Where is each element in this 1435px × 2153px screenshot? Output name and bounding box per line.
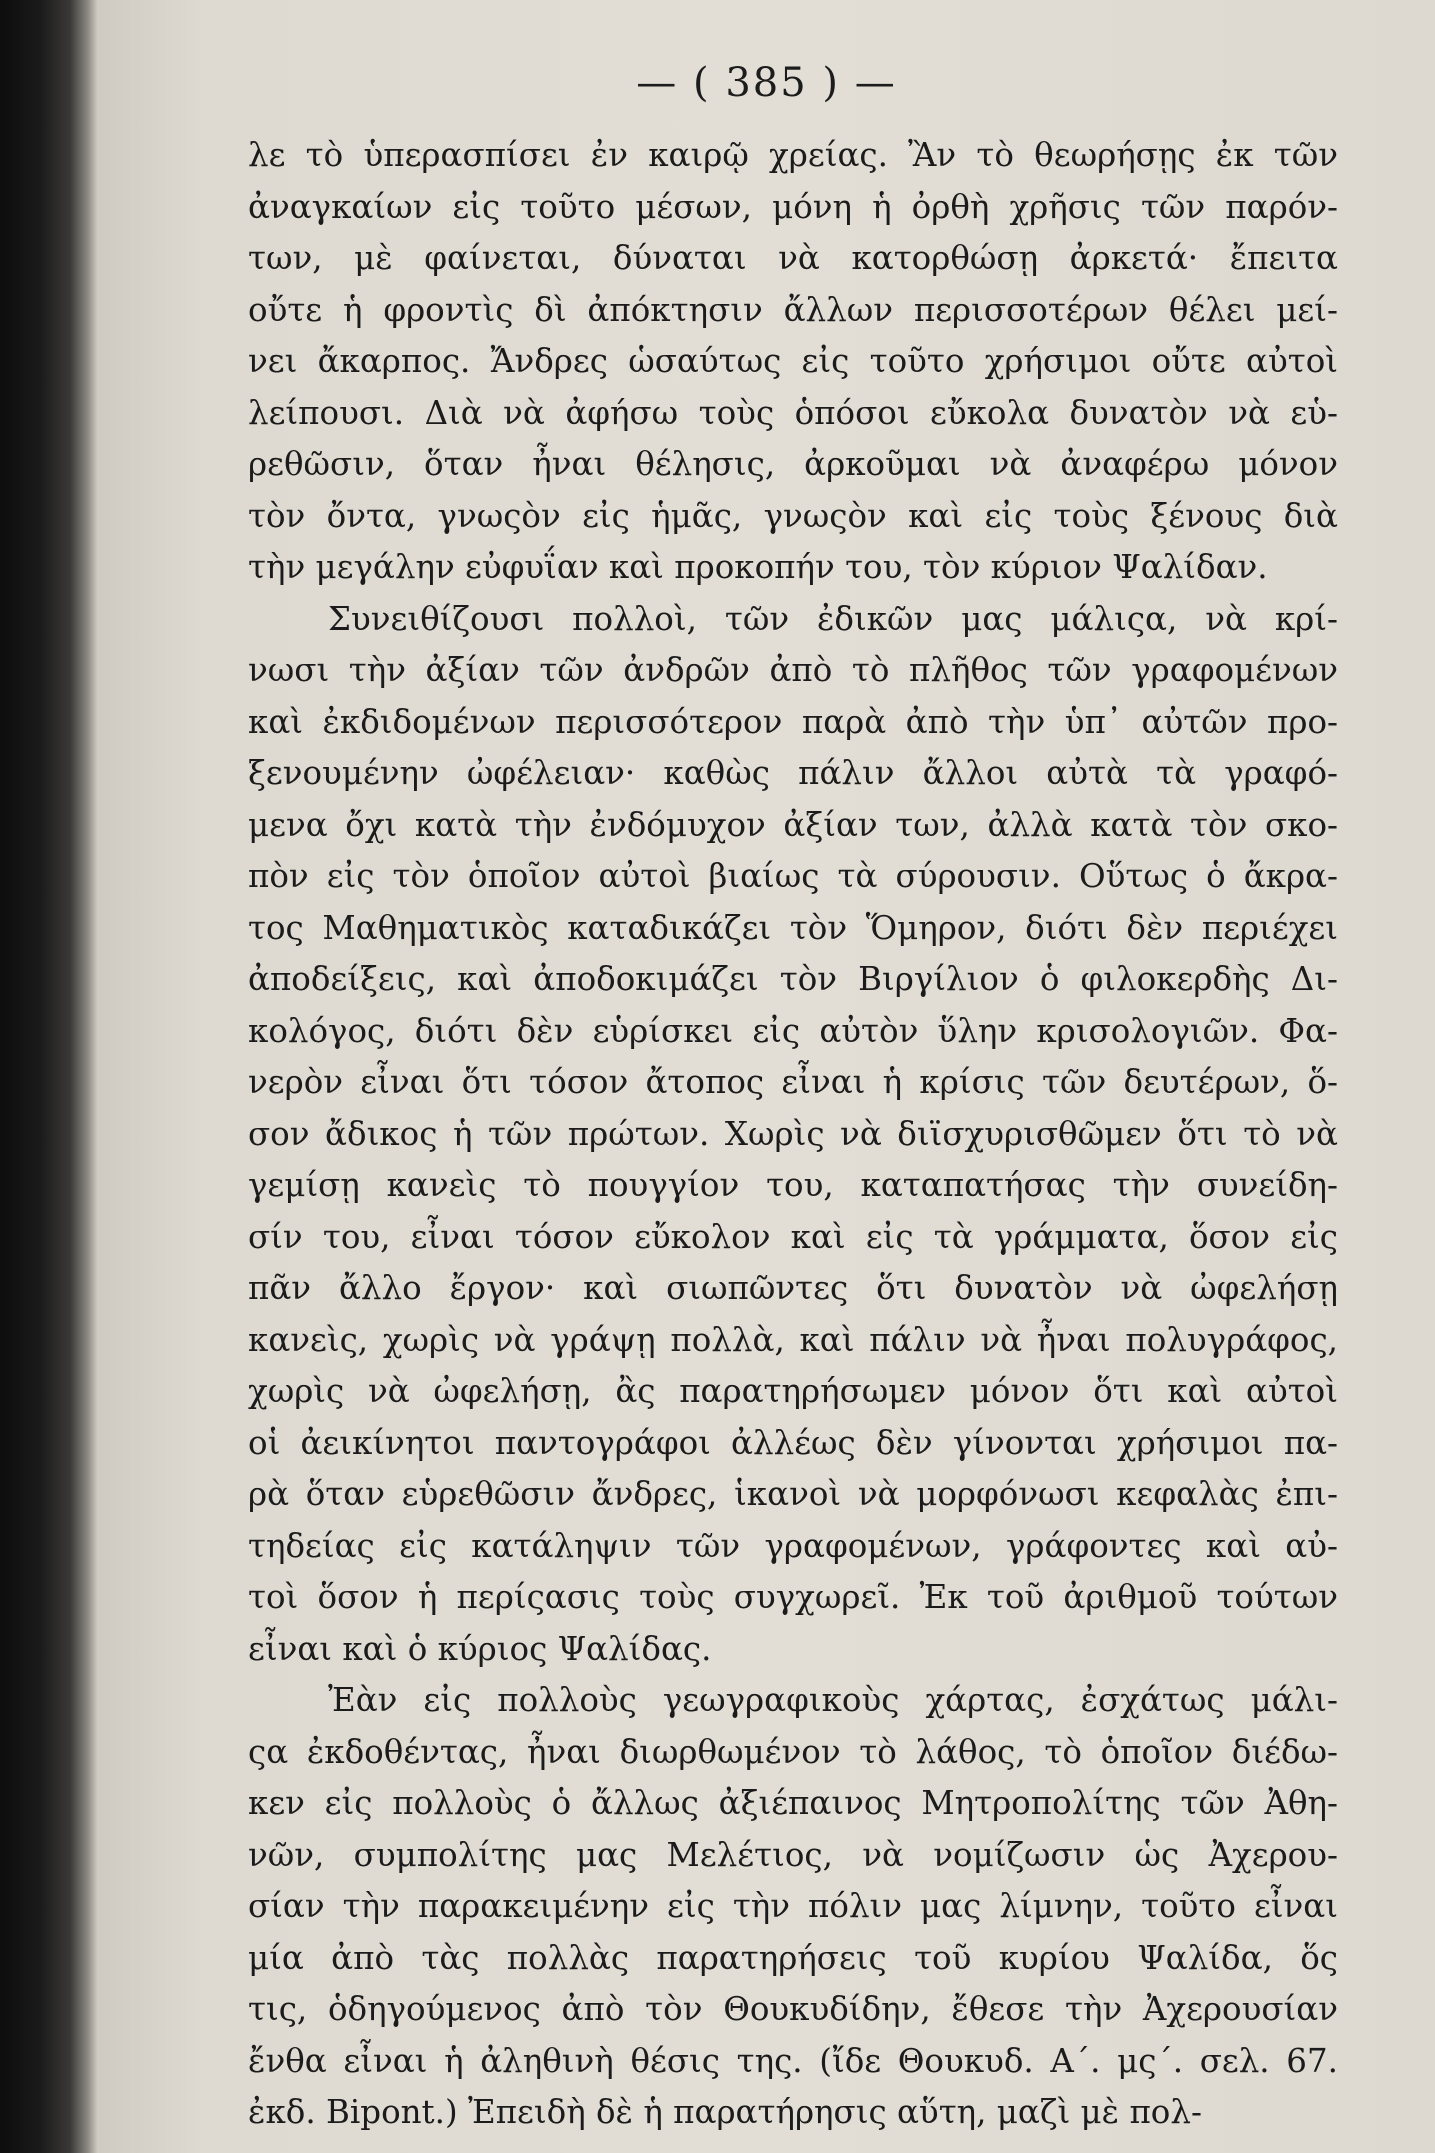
text-line: ρὰ ὅταν εὑρεθῶσιν ἄνδρες, ἱκανοὶ νὰ μορφόνωσι κεφαλὰς ἐπι- (248, 1475, 1338, 1513)
paragraph (248, 1675, 1338, 2139)
book-page (98, 0, 1435, 2153)
text-line: νει ἄκαρπος. Ἄνδρες ὡσαύτως εἰς τοῦτο χρήσιμοι οὔτε αὐτοὶ (248, 342, 1338, 380)
text-line: ςα ἐκδοθέντας, ἦναι διωρθωμένον τὸ λάθος, τὸ ὁποῖον διέδω- (248, 1732, 1338, 1771)
text-line: κολόγος, διότι δὲν εὑρίσκει εἰς αὐτὸν ὕλην κρισολογιῶν. Φα- (248, 1011, 1338, 1050)
book-binding-gutter (0, 0, 98, 2153)
text-line: πᾶν ἄλλο ἔργον· καὶ σιωπῶντες ὅτι δυνατὸν νὰ ὠφελήσῃ (248, 1269, 1338, 1307)
text-line: μενα ὄχι κατὰ τὴν ἐνδόμυχον ἀξίαν των, ἀλλὰ κατὰ τὸν σκο- (248, 805, 1338, 844)
text-line: πὸν εἰς τὸν ὁποῖον αὐτοὶ βιαίως τὰ σύρουσιν. Οὕτως ὁ ἄκρα- (248, 857, 1338, 895)
text-line: τοὶ ὅσον ἡ περίςασις τοὺς συγχωρεῖ. Ἐκ τοῦ ἀριθμοῦ τούτων (248, 1578, 1338, 1616)
text-line: οἱ ἀεικίνητοι παντογράφοι ἀλλέως δὲν γίνονται χρήσιμοι πα- (248, 1423, 1338, 1462)
paragraph (248, 130, 1338, 594)
text-line: μία ἀπὸ τὰς πολλὰς παρατηρήσεις τοῦ κυρίου Ψαλίδα, ὅς (248, 1938, 1338, 1977)
text-line: ἀναγκαίων εἰς τοῦτο μέσων, μόνη ἡ ὀρθὴ χρῆσις τῶν παρόν- (248, 187, 1338, 226)
text-line: καὶ ἐκδιδομένων περισσότερον παρὰ ἀπὸ τὴν ὑπ᾽ αὐτῶν προ- (248, 702, 1338, 741)
text-line: Ἐὰν εἰς πολλοὺς γεωγραφικοὺς χάρτας, ἐσχάτως μάλι- (328, 1681, 1338, 1719)
text-line: νωσι τὴν ἀξίαν τῶν ἀνδρῶν ἀπὸ τὸ πλῆθος τῶν γραφομένων (248, 651, 1338, 689)
text-line: γεμίσῃ κανεὶς τὸ πουγγίον του, καταπατήσας τὴν συνείδη- (248, 1166, 1338, 1204)
text-line: τος Μαθηματικὸς καταδικάζει τὸν Ὅμηρον, διότι δὲν περιέχει (248, 908, 1338, 947)
text-line: ξενουμένην ὠφέλειαν· καθὼς πάλιν ἄλλοι αὐτὰ τὰ γραφό- (248, 754, 1338, 792)
page-body-text (248, 130, 1338, 2139)
text-line: Συνειθίζουσι πολλοὶ, τῶν ἐδικῶν μας μάλιςα, νὰ κρί- (328, 599, 1338, 638)
text-line: κανεὶς, χωρὶς νὰ γράψῃ πολλὰ, καὶ πάλιν νὰ ἦναι πολυγράφος, (248, 1320, 1338, 1359)
text-line: οὔτε ἡ φροντὶς δὶ ἀπόκτησιν ἄλλων περισσοτέρων θέλει μεί- (248, 290, 1338, 329)
text-line: σίαν τὴν παρακειμένην εἰς τὴν πόλιν μας λίμνην, τοῦτο εἶναι (248, 1887, 1338, 1925)
text-line: ρεθῶσιν, ὅταν ἦναι θέλησις, ἀρκοῦμαι νὰ ἀναφέρω μόνον (248, 445, 1338, 483)
text-line: των, μὲ φαίνεται, δύναται νὰ κατορθώσῃ ἀρκετά· ἔπειτα (248, 239, 1338, 277)
text-line: ἔνθα εἶναι ἡ ἀληθινὴ θέσις της. (ἴδε Θουκυδ. Α΄. μς΄. σελ. 67. (248, 2041, 1338, 2080)
text-line: σίν του, εἶναι τόσον εὔκολον καὶ εἰς τὰ γράμματα, ὅσον εἰς (248, 1217, 1338, 1256)
text-line: νερὸν εἶναι ὅτι τόσον ἄτοπος εἶναι ἡ κρίσις τῶν δευτέρων, ὅ- (248, 1063, 1338, 1101)
page-number-header: — ( 385 ) — (636, 60, 897, 106)
text-line: τις, ὁδηγούμενος ἀπὸ τὸν Θουκυδίδην, ἔθεσε τὴν Ἀχερουσίαν (248, 1990, 1338, 2028)
text-line: σον ἄδικος ἡ τῶν πρώτων. Χωρὶς νὰ διϊσχυρισθῶμεν ὅτι τὸ νὰ (248, 1114, 1338, 1153)
text-line: νῶν, συμπολίτης μας Μελέτιος, νὰ νομίζωσιν ὡς Ἀχερου- (248, 1835, 1338, 1874)
text-line: εἶναι καὶ ὁ κύριος Ψαλίδας. (248, 1629, 712, 1668)
text-line: χωρὶς νὰ ὠφελήσῃ, ἂς παρατηρήσωμεν μόνον ὅτι καὶ αὐτοὶ (248, 1372, 1338, 1410)
text-line: ἀποδείξεις, καὶ ἀποδοκιμάζει τὸν Βιργίλιον ὁ φιλοκερδὴς Δι- (248, 960, 1338, 998)
paragraph (248, 594, 1338, 1676)
text-line: τὴν μεγάλην εὐφυΐαν καὶ προκοπήν του, τὸν κύριον Ψαλίδαν. (248, 548, 1268, 586)
text-line: λε τὸ ὑπερασπίσει ἐν καιρῷ χρείας. Ἂν τὸ θεωρήσῃς ἐκ τῶν (248, 136, 1338, 174)
text-line: ἐκδ. Bipont.) Ἐπειδὴ δὲ ἡ παρατήρησις αὕτη, μαζὶ μὲ πολ- (248, 2093, 1202, 2131)
text-line: τὸν ὄντα, γνωςὸν εἰς ἡμᾶς, γνωςὸν καὶ εἰς τοὺς ξένους διὰ (248, 496, 1338, 535)
text-line: τηδείας εἰς κατάληψιν τῶν γραφομένων, γράφοντες καὶ αὐ- (248, 1526, 1338, 1565)
text-line: λείπουσι. Διὰ νὰ ἀφήσω τοὺς ὁπόσοι εὔκολα δυνατὸν νὰ εὑ- (248, 393, 1338, 432)
text-line: κεν εἰς πολλοὺς ὁ ἄλλως ἀξιέπαινος Μητροπολίτης τῶν Ἀθη- (248, 1784, 1338, 1822)
